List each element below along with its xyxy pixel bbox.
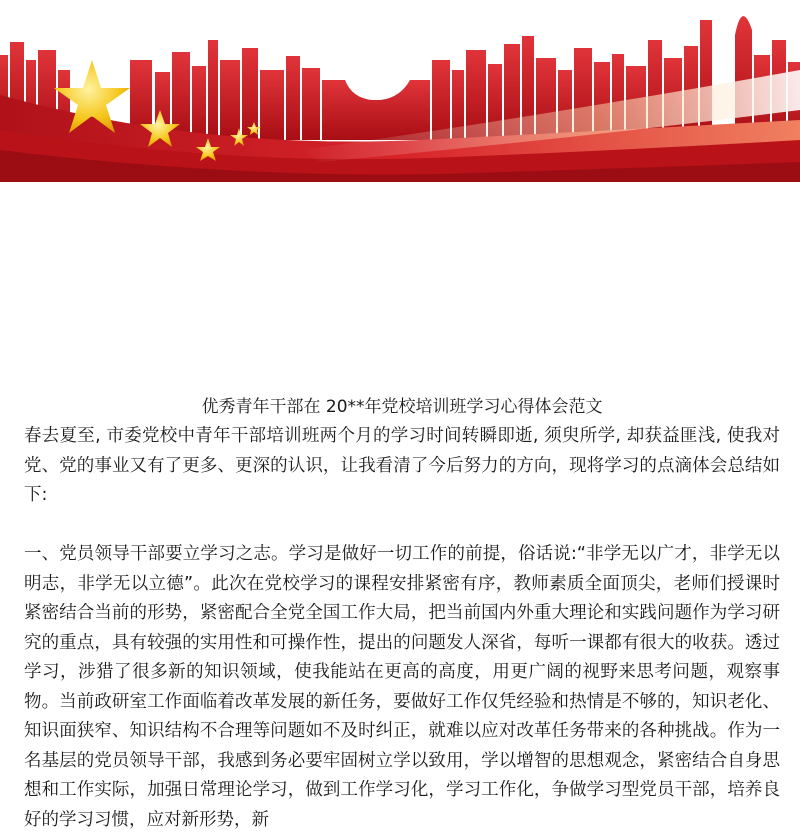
document-body: [24, 392, 780, 835]
paragraph-intro: 春去夏至, 市委党校中青年干部培训班两个月的学习时间转瞬即逝, 须臾所学, 却获益匪浅, 使我对党、党的事业又有了更多、更深的认识，让我看清了今后努力的方向，现将学习的点滴体会总结如下:: [24, 426, 780, 505]
banner-graphic: [0, 0, 800, 190]
header-banner: [0, 0, 800, 190]
document-title: 优秀青年干部在 20**年党校培训班学习心得体会范文: [201, 397, 603, 417]
paragraph-spacer: [24, 511, 780, 541]
paragraph-section-1: 一、党员领导干部要立学习之志。学习是做好一切工作的前提，俗话说:“非学无以广才，非学无以明志，非学无以立德”。此次在党校学习的课程安排紧密有序，教师素质全面顶尖，老师们授课时紧密结合当前的形势，紧密配合全党全国工作大局，把当前国内外重大理论和实践问题作为学习研究的重点，具有较强的实用性和可操作性，提出的问题发人深省，每听一课都有很大的收获。透过学习，涉猎了很多新的知识领域，使我能站在更高的高度，用更广阔的视野来思考问题，观察事物。当前政研室工作面临着改革发展的新任务，要做好工作仅凭经验和热情是不够的，知识老化、知识面狭窄、知识结构不合理等问题如不及时纠正，就难以应对改革任务带来的各种挑战。作为一名基层的党员领导干部，我感到务必要牢固树立学以致用，学以增智的思想观念，紧密结合自身思想和工作实际，加强日常理论学习，做到工作学习化，学习工作化，争做学习型党员干部，培养良好的学习习惯，应对新形势，新: [24, 544, 780, 830]
